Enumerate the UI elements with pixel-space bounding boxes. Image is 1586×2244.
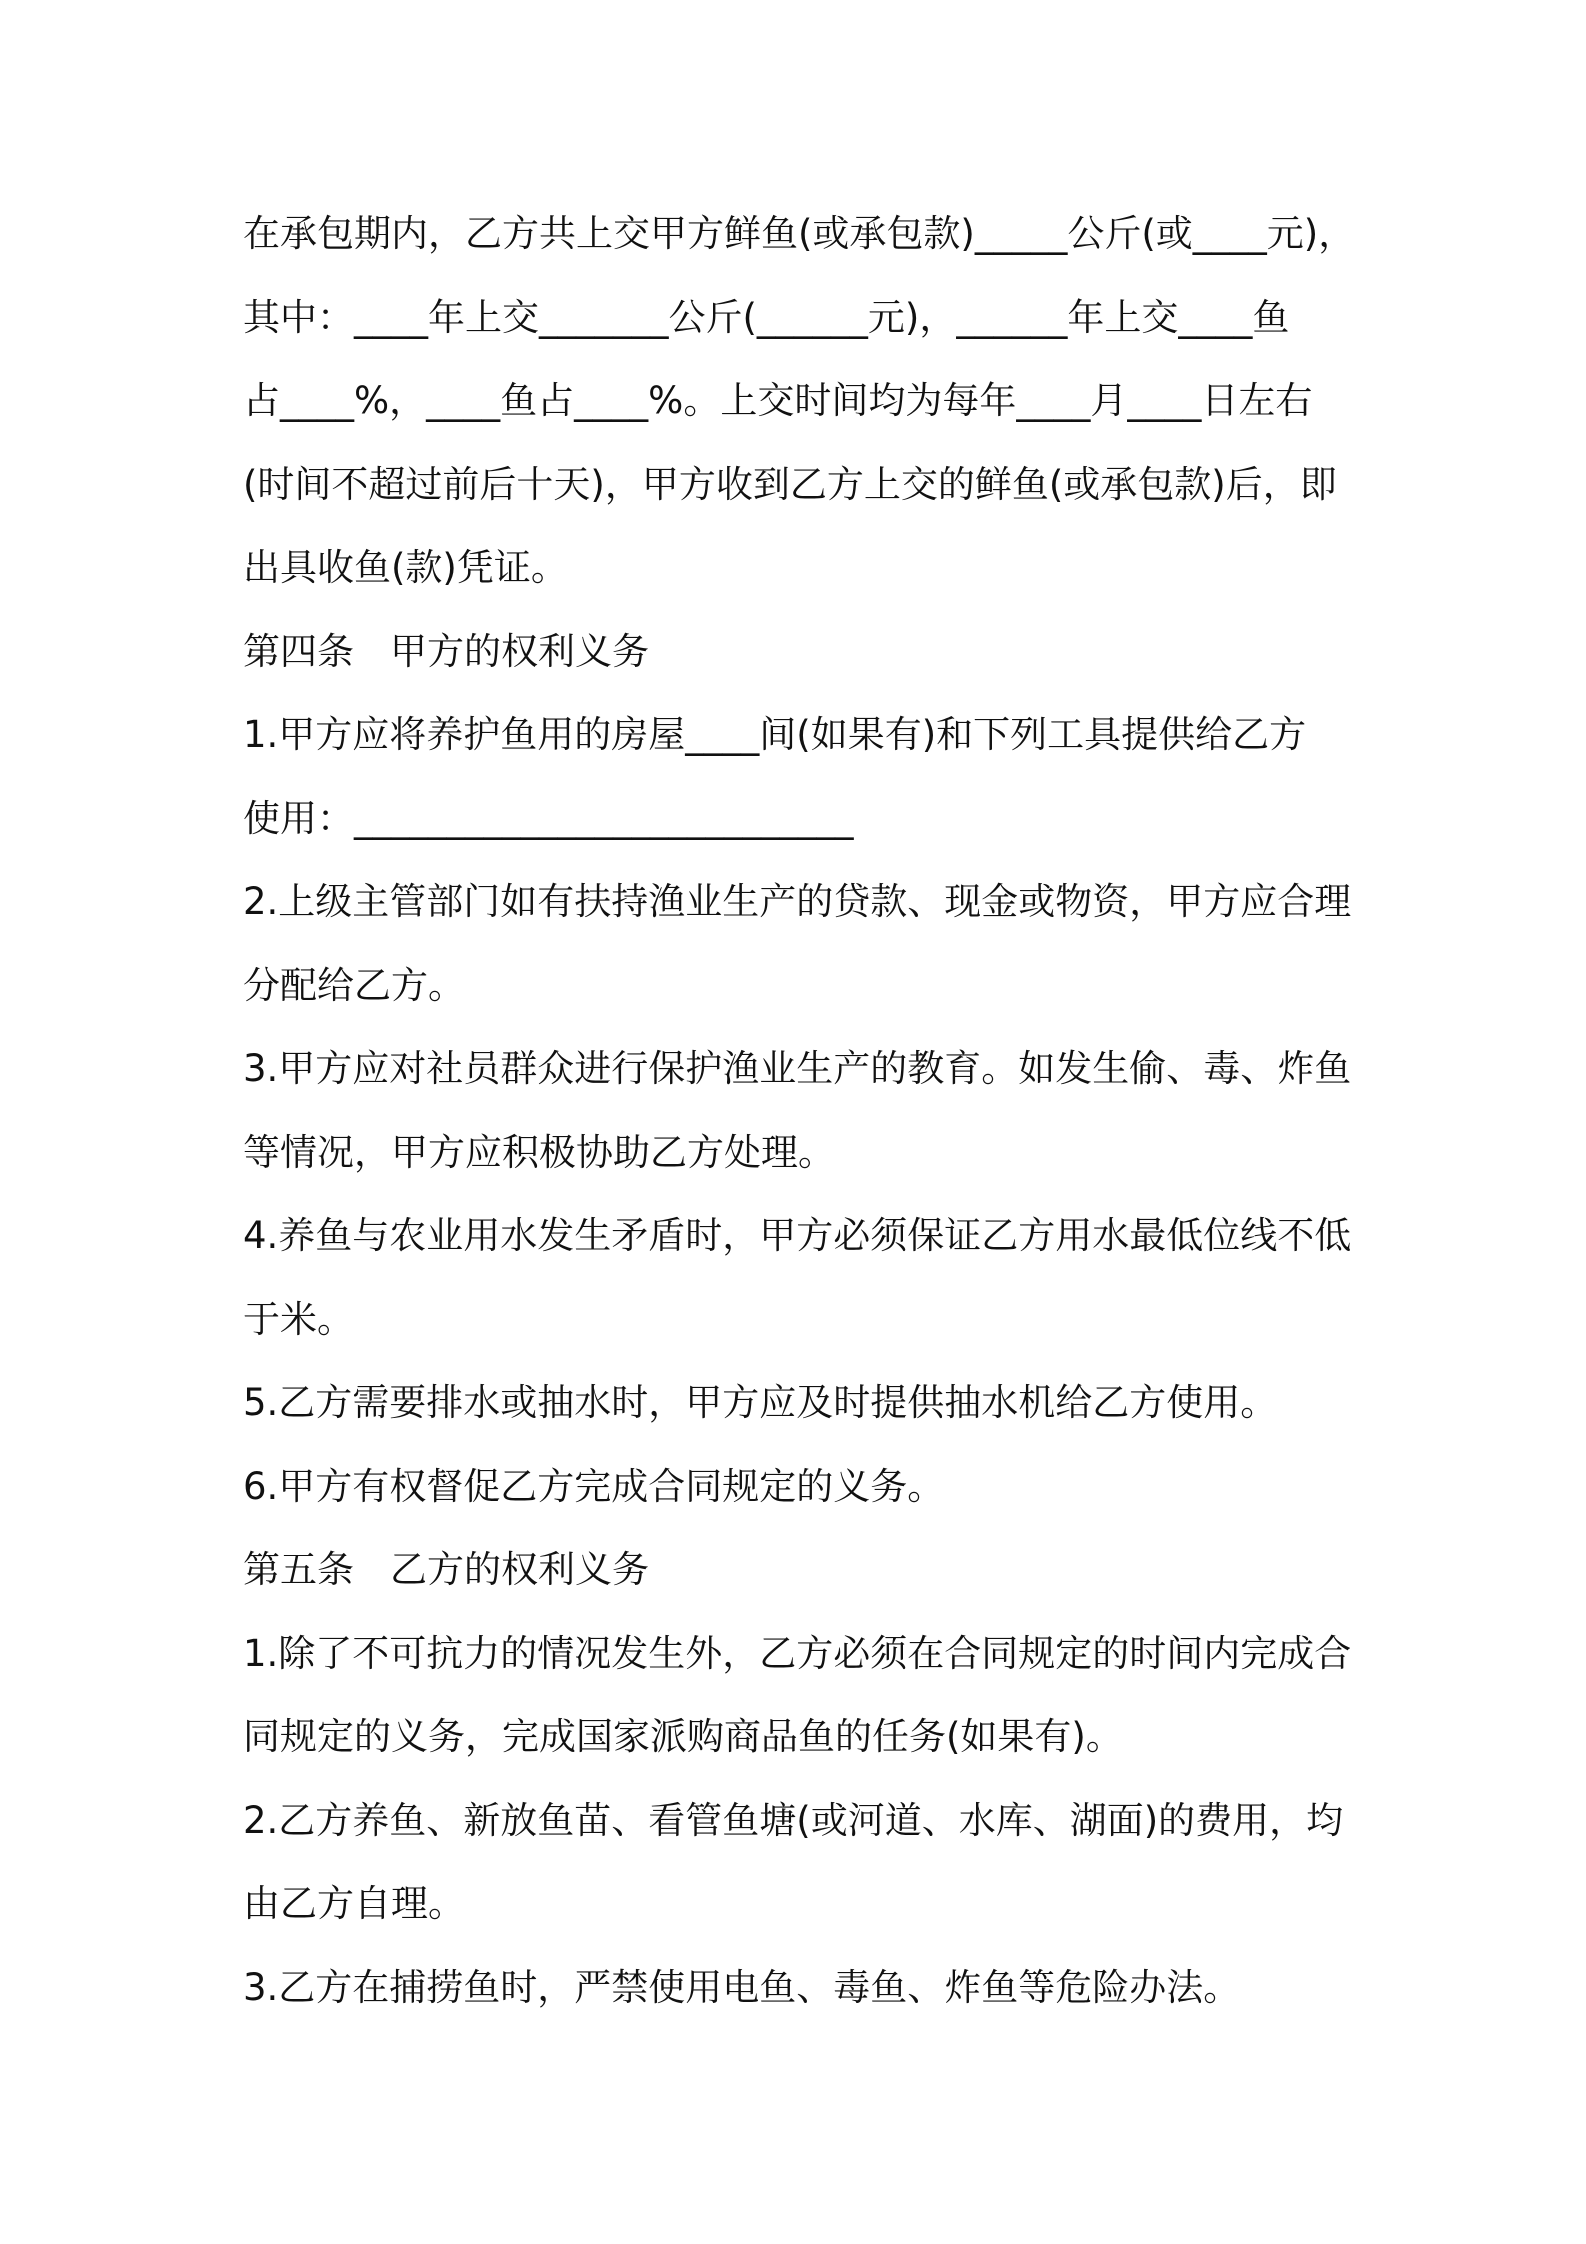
text-line: (时间不超过前后十天)，甲方收到乙方上交的鲜鱼(或承包款)后，即 — [243, 462, 1337, 506]
text-line: 1.甲方应将养护鱼用的房屋____间(如果有)和下列工具提供给乙方 — [243, 713, 1307, 756]
article-title: 乙方的权利义务 — [390, 1548, 649, 1591]
text-line: 出具收鱼(款)凭证。 — [243, 546, 568, 589]
text-line: 使用：___________________________ — [243, 796, 854, 840]
text-line: 3.甲方应对社员群众进行保护渔业生产的教育。如发生偷、毒、炸鱼 — [243, 1047, 1352, 1090]
article3-continuation — [243, 192, 1356, 610]
text-line: 同规定的义务，完成国家派购商品鱼的任务(如果有)。 — [243, 1715, 1123, 1758]
text-line: 由乙方自理。 — [243, 1882, 465, 1925]
text-line: 3.乙方在捕捞鱼时，严禁使用电鱼、毒鱼、炸鱼等危险办法。 — [243, 1965, 1241, 2009]
text-line: 分配给乙方。 — [243, 963, 465, 1007]
article-number: 第五条 — [243, 1548, 354, 1591]
text-line: 其中：____年上交_______公斤(______元)，______年上交____鱼 — [243, 295, 1290, 339]
text-line: 2.乙方养鱼、新放鱼苗、看管鱼塘(或河道、水库、湖面)的费用，均 — [243, 1798, 1344, 1842]
text-line: 在承包期内，乙方共上交甲方鲜鱼(或承包款)_____公斤(或____元)， — [243, 212, 1356, 255]
article-number: 第四条 — [243, 629, 354, 673]
text-line: 占____%，____鱼占____%。上交时间均为每年____月____日左右 — [243, 379, 1313, 422]
text-line: 等情况，甲方应积极协助乙方处理。 — [243, 1130, 835, 1174]
text-line: 6.甲方有权督促乙方完成合同规定的义务。 — [243, 1464, 945, 1508]
article-title: 甲方的权利义务 — [390, 629, 649, 673]
text-line: 于米。 — [243, 1297, 354, 1341]
article5-body — [243, 1612, 1353, 2030]
article4-body — [243, 693, 1353, 1528]
text-line: 5.乙方需要排水或抽水时，甲方应及时提供抽水机给乙方使用。 — [243, 1381, 1278, 1424]
text-line: 4.养鱼与农业用水发生矛盾时，甲方必须保证乙方用水最低位线不低 — [243, 1214, 1352, 1257]
text-line: 1.除了不可抗力的情况发生外，乙方必须在合同规定的时间内完成合 — [243, 1631, 1352, 1675]
article4-heading — [243, 610, 1353, 694]
text-line: 2.上级主管部门如有扶持渔业生产的贷款、现金或物资，甲方应合理 — [243, 880, 1352, 923]
article5-heading — [243, 1528, 1353, 1612]
document-body — [243, 192, 1356, 2029]
